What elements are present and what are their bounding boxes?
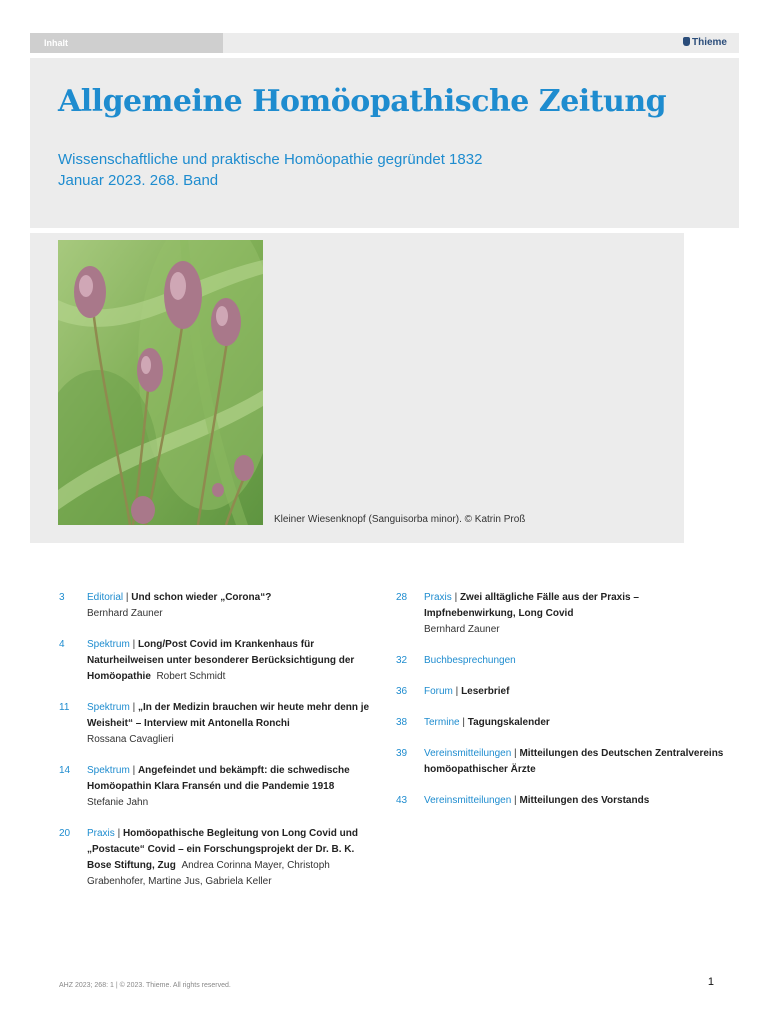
footer-page-number: 1 (707, 976, 714, 988)
toc-title: Angefeindet und bekämpft: die schwedische Homöopathin Klara Fransén und die Pandemie 1918 (87, 765, 350, 792)
toc-page-number: 20 (59, 828, 71, 839)
toc-title: „In der Medizin brauchen wir heute mehr denn je Weisheit“ – Interview mit Antonella Ronchi (87, 702, 370, 729)
toc-right-column (396, 590, 726, 809)
toc-authors: Bernhard Zauner (87, 608, 163, 619)
toc-entry[interactable]: 38 Termine | Tagungskalender (396, 715, 726, 731)
photo-caption: Kleiner Wiesenknopf (Sanguisorba minor). © Katrin Proß (274, 514, 526, 525)
toc-section: Termine (424, 717, 460, 728)
journal-header (30, 58, 739, 228)
toc-page-number: 39 (396, 748, 408, 759)
toc-entry[interactable]: 39 Vereinsmitteilungen | Mitteilungen des Deutschen Zentralvereins homöopathischer Ärzte (396, 748, 724, 775)
toc-title: Tagungskalender (467, 717, 550, 728)
toc-entry[interactable]: 36 Forum | Leserbrief (396, 684, 726, 700)
toc-left-column (59, 590, 379, 890)
section-tab[interactable]: Inhalt (30, 33, 223, 53)
toc-title: Zwei alltägliche Fälle aus der Praxis – Impfnebenwirkung, Long Covid (424, 592, 639, 619)
toc-authors: Rossana Cavaglieri (87, 734, 174, 745)
cover-image-panel (30, 233, 684, 543)
publisher-brand[interactable] (683, 37, 727, 48)
toc-page-number: 36 (396, 686, 408, 697)
toc-entry[interactable]: 14 Spektrum | Angefeindet und bekämpft: die schwedische Homöopathin Klara Fransén und die Pandemie 1918 Stefanie Jahn (59, 765, 350, 808)
toc-authors: Bernhard Zauner (424, 624, 500, 635)
toc-authors: Andrea Corinna Mayer, Christoph Grabenhofer, Martine Jus, Gabriela Keller (87, 860, 330, 887)
toc-page-number: 3 (59, 592, 65, 603)
toc-entry[interactable] (396, 653, 726, 669)
toc-section: Buchbesprechungen (424, 655, 516, 666)
toc-entry[interactable]: 43 Vereinsmitteilungen | Mitteilungen des Vorstands (396, 793, 726, 809)
journal-title: Allgemeine Homöopathische Zeitung (58, 84, 667, 119)
toc-entry[interactable]: 11 Spektrum | „In der Medizin brauchen wir heute mehr denn je Weisheit“ – Interview mit Antonella Ronchi Rossana Cavaglieri (59, 702, 370, 745)
toc-title: Leserbrief (461, 686, 510, 697)
toc-section: Vereinsmitteilungen (424, 748, 512, 759)
toc-entry[interactable]: 20 Praxis | Homöopathische Begleitung von Long Covid und „Postacute“ Covid – ein Forschungsprojekt der Dr. B. K. Bose Stiftung, Zug Andrea Corinna Mayer, Christoph Grabenhofer, Martine Jus, Gabriela Keller (59, 828, 358, 887)
toc-authors: Robert Schmidt (156, 671, 226, 682)
toc-entry[interactable]: 4 Spektrum | Long/Post Covid im Krankenhaus für Naturheilweisen unter besonderer Berücksichtigung der Homöopathie Robert Schmidt (59, 639, 355, 682)
toc-page-number: 38 (396, 717, 408, 728)
top-bar (30, 33, 739, 53)
toc-page-number: 11 (59, 702, 70, 713)
subtitle-founded: Wissenschaftliche und praktische Homöopathie gegründet 1832 (58, 151, 483, 168)
toc-section: Forum (424, 686, 453, 697)
footer-citation: AHZ 2023; 268: 1 | © 2023. Thieme. All rights reserved. (59, 982, 231, 989)
toc-entry[interactable]: 3 Editorial | Und schon wieder „Corona“? Bernhard Zauner (59, 592, 272, 619)
toc-page-number: 14 (59, 765, 71, 776)
toc-title: Mitteilungen des Vorstands (519, 795, 650, 806)
toc-entry[interactable]: 28 Praxis | Zwei alltägliche Fälle aus der Praxis – Impfnebenwirkung, Long Covid Bernhard Zauner (396, 592, 639, 635)
cover-photo (58, 240, 263, 525)
toc-page-number: 28 (396, 592, 408, 603)
toc-title: Und schon wieder „Corona“? (131, 592, 272, 603)
toc-title: Long/Post Covid im Krankenhaus für Naturheilweisen unter besonderer Berücksichtigung der Homöopathie (87, 639, 355, 682)
toc-section: Editorial (87, 592, 124, 603)
toc-page-number: 43 (396, 795, 408, 806)
toc-page-number: 4 (59, 639, 65, 650)
toc-section: Spektrum (87, 702, 130, 713)
subtitle-issue: Januar 2023. 268. Band (58, 172, 219, 189)
toc-section: Spektrum (87, 639, 130, 650)
toc-page-number: 32 (396, 655, 408, 666)
journal-subtitle (58, 149, 482, 191)
toc-section: Praxis (424, 592, 452, 603)
thieme-logo-icon (683, 37, 690, 46)
toc-section: Praxis (87, 828, 115, 839)
toc-title: Mitteilungen des Deutschen Zentralvereins homöopathischer Ärzte (424, 748, 724, 775)
toc-authors: Stefanie Jahn (87, 797, 149, 808)
toc-title: Homöopathische Begleitung von Long Covid und „Postacute“ Covid – ein Forschungsprojekt der Dr. B. K. Bose Stiftung, Zug (87, 828, 358, 871)
toc-section: Vereinsmitteilungen (424, 795, 512, 806)
toc-section: Spektrum (87, 765, 130, 776)
publisher-name: Thieme (691, 37, 727, 48)
